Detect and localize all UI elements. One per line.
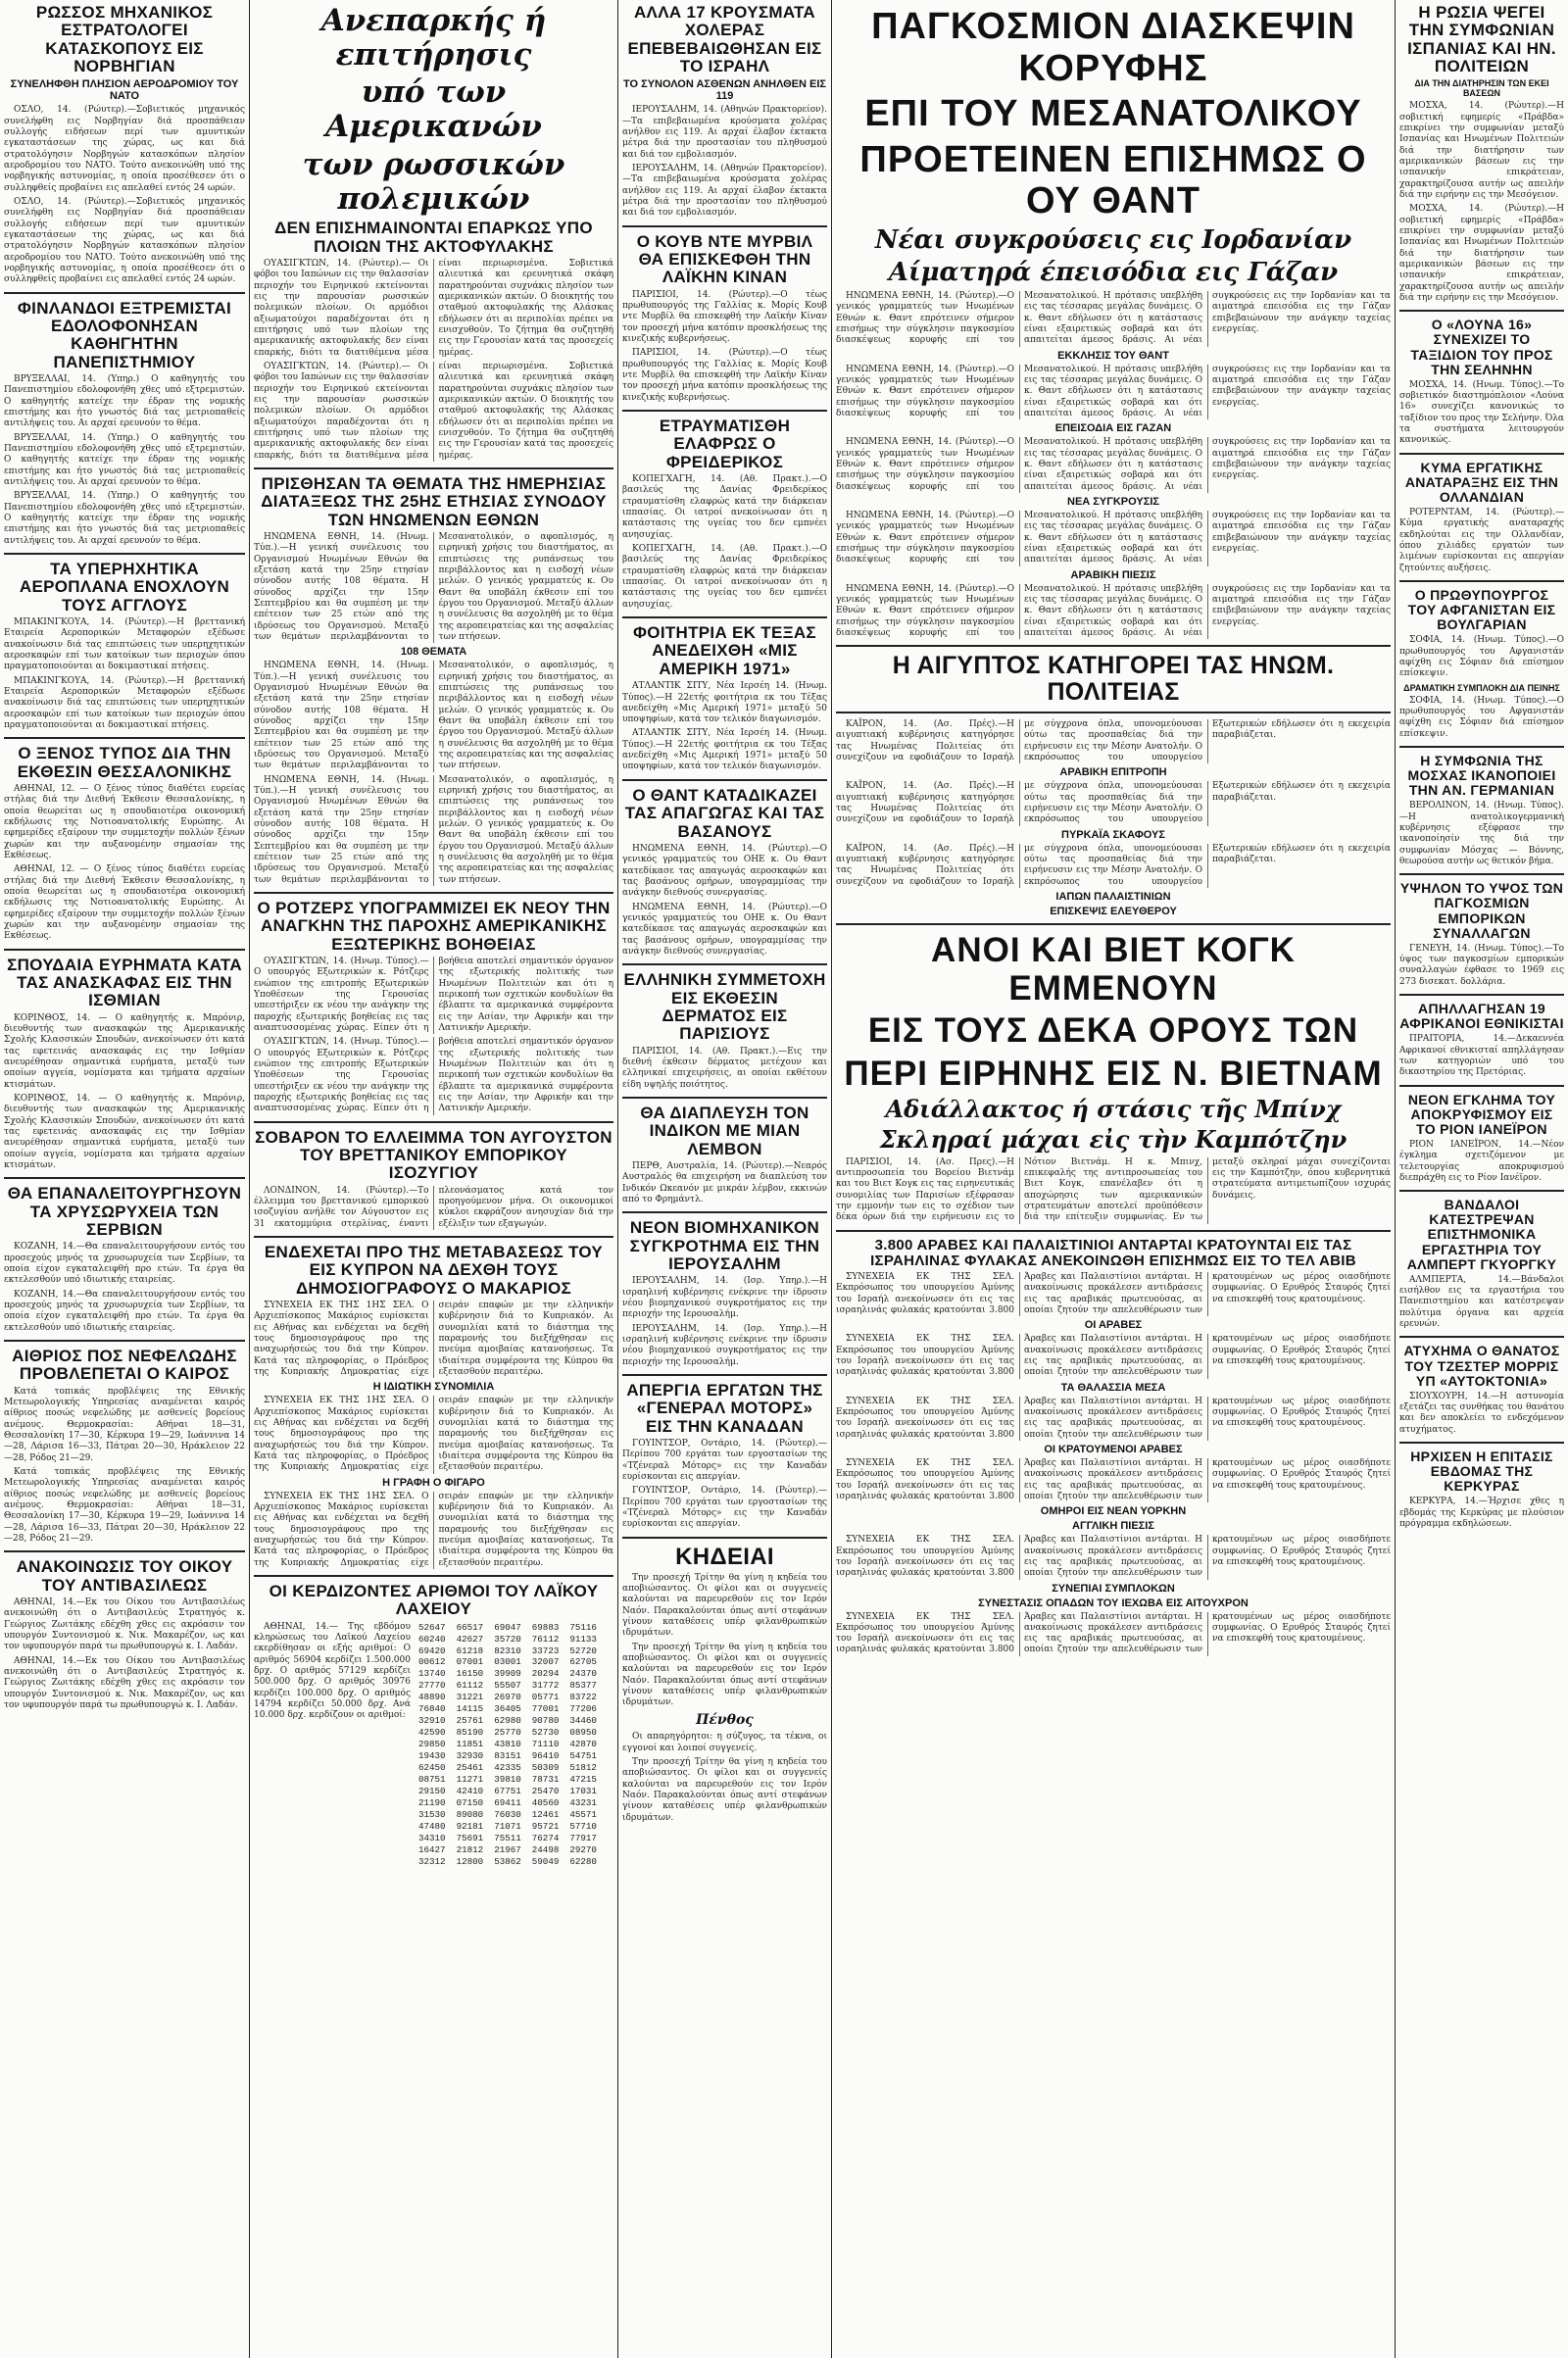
- divider: [836, 1230, 1391, 1232]
- article-text: ΠΕΡΘ, Αυστραλία, 14. (Ρώυτερ).—Νεαρός Αυστραλός θα επιχειρήση να διαπλεύση τον Ινδικόν Ωκεανόν με μικράν λέμβον, εκκινών από το Φρημάντλ.: [622, 1160, 827, 1204]
- divider: [1399, 580, 1564, 582]
- article-text: ΟΣΛΟ, 14. (Ρώυτερ).—Σοβιετικός μηχανικός συνελήφθη εις Νορβηγίαν διά προσπάθειαν συλλογής ειδήσεων περί των αμυντικών εγκαταστάσεων της χώρας, ως και διά στρατολόγησιν Νορβηγών κατασκόπων πλησίον αεροδρομίου του ΝΑΤΟ. Τούτο ανεκοινώθη υπό της νορβηγικής αστυνομίας, η οποία προσέθεσεν ότι ο συλληφθείς προβαίνει εις απελαθεί εντός 24 ωρών.: [4, 105, 245, 193]
- article-text: ΚΟΠΕΓΧΑΓΗ, 14. (Αθ. Πρακτ.).—Ο βασιλεύς της Δανίας Φρειδερίκος ετραυματίσθη ελαφρώς κατά την διάρκειαν ιππασίας. Οι ιατροί ανεκοίνωσαν ότι η κατάστασις της υγείας του δεν εμπνέει ανησυχίας.: [622, 544, 827, 610]
- lead-subtitle: Αδιάλλακτος ή στάσις τῆς Μπίνχ: [885, 1094, 1342, 1123]
- article-text: Την προσεχή Τρίτην θα γίνη η κηδεία του αποβιώσαντος. Οι φίλοι και οι συγγενείς καλούνται να παρευρεθούν εις τον Ιερόν Ναόν. Παρακαλούνται όπως αντί στεφάνων γίνουν καταθέσεις υπέρ φιλανθρωπικών ιδρυμάτων.: [622, 1642, 827, 1708]
- article-text: ΗΝΩΜΕΝΑ ΕΘΝΗ, 14. (Ρώυτερ).—Ο γενικός γραμματεύς των Ηνωμένων Εθνών κ. Θαντ επρότεινεν σήμερον επισήμως την σύγκλησιν παγκοσμίου διασκέψεως κορυφής επί του Μεσανατολικού. Η πρότασις υπεβλήθη εις τας τέσσαρας μεγάλας δυνάμεις. Ο κ. Θαντ εδήλωσεν ότι η κατάστασις είναι εξαιρετικώς σοβαρά και ότι απαιτείται άμεσος δράσις. Αι νέαι συγκρούσεις εις την Ιορδανίαν και τα αιματηρά επεισόδια εις την Γάζαν επιβεβαιώνουν την ανάγκην ταχείας ενεργείας.: [836, 437, 1391, 492]
- divider: [622, 616, 827, 618]
- subheadline: ΙΑΠΩΝ ΠΑΛΑΙΣΤΙΝΙΩΝ: [1055, 891, 1171, 904]
- headline: Ο ΠΡΩΘΥΠΟΥΡΓΟΣ ΤΟΥ ΑΦΓΑΝΙΣΤΑΝ ΕΙΣ ΒΟΥΛΓΑΡΙΑΝ: [1407, 587, 1556, 633]
- article-text: Κατά τοπικάς προβλέψεις της Εθνικής Μετεωρολογικής Υπηρεσίας αναμένεται καιρός αίθριος ποσώς νεφελώδης με ασθενείς βορείους ανέμους. Θερμοκρασίαι: Αθήναι 18—31, Θεσσαλονίκη 17—30, Κέρκυρα 19—29, Ιωάννινα 14—28, Λάρισα 16—33, Πάτραι 20—30, Ηράκλειον 22—28, Ρόδος 21—29.: [4, 1467, 245, 1545]
- article-text: ΙΕΡΟΥΣΑΛΗΜ, 14. (Ισρ. Υπηρ.).—Η ισραηλινή κυβέρνησις ενέκρινε την ίδρυσιν νέου βιομηχανικού συγκροτήματος εις την περιοχήν της Ιερουσαλήμ.: [622, 1323, 827, 1367]
- article-text: ΜΠΑΚΙΝΓΚΟΥΑ, 14. (Ρώυτερ).—Η βρεττανική Εταιρεία Αεροπορικών Μεταφορών εξέδωσε ανακοίνωσιν διά τας επιπτώσεις των υπερηχητικών αεροσκαφών επί των κατοίκων των περιοχών όπου πραγματοποιούνται αι δοκιμαστικαί πτήσεις.: [4, 617, 245, 672]
- article-text: ΠΑΡΙΣΙΟΙ, 14. (Ρώυτερ).—Ο τέως πρωθυπουργός της Γαλλίας κ. Μορίς Κουβ ντε Μυρβίλ θα επισκεφθή την Λαϊκήν Κίναν τον προσεχή μήνα κατόπιν προσκλήσεως της κινεζικής κυβερνήσεως.: [622, 289, 827, 345]
- divider: [622, 1097, 827, 1099]
- headline: ΕΤΡΑΥΜΑΤΙΣΘΗ ΕΛΑΦΡΩΣ Ο ΦΡΕΙΔΕΡΙΚΟΣ: [659, 417, 791, 471]
- article-text: ΟΥΑΣΙΓΚΤΩΝ, 14. (Ηνωμ. Τύπος).—Ο υπουργός Εξωτερικών κ. Ρότζερς ενώπιον της επιτροπής Εξωτερικών Υποθέσεων της Γερουσίας υπεστήριξεν εκ νέου την ανάγκην της παροχής εξωτερικής βοηθείας εις τας αναπτυσσομένας χώρας. Είπεν ότι η βοήθεια αποτελεί σημαντικόν όργανον της εξωτερικής πολιτικής των Ηνωμένων Πολιτειών και ότι η περικοπή των σχετικών κονδυλίων θα έβλαπτε τα αμερικανικά συμφέροντα εις την Ασίαν, την Αφρικήν και την Λατινικήν Αμερικήν.: [254, 956, 613, 1033]
- article-text: ΑΤΛΑΝΤΙΚ ΣΙΤΥ, Νέα Ιερσέη 14. (Ηνωμ. Τύπος).—Η 22ετής φοιτήτρια εκ του Τέξας ανεδείχθη «Μις Αμερική 1971» μεταξύ 50 υποψηφίων, κατά τον τελικόν διαγωνισμόν.: [622, 728, 827, 772]
- article-text: ΣΥΝΕΧΕΙΑ ΕΚ ΤΗΣ ΣΕΛ. Εκπρόσωπος του υπουργείου Άμύνης του Ισραήλ ανεκοίνωσεν ότι εις τας ισραηλινάς φυλακάς κρατούνται 3.800 Άραβες και Παλαιστίνιοι αντάρται. Η ανακοίνωσις προκάλεσεν αντιδράσεις εις τας αραβικάς πρωτευούσας, αι οποίαι ζητούν την απελευθέρωσιν των κρατουμένων ως μέρος οιασδήποτε συμφωνίας. Ο Ερυθρός Σταυρός ζητεί να επισκεφθή τους κρατουμένους.: [836, 1334, 1391, 1378]
- article-text: ΑΛΜΠΕΡΤΑ, 14.—Βάνδαλοι εισήλθον εις τα εργαστήρια του Πανεπιστημίου και κατέστρεψαν πολύτιμα όργανα και αρχεία ερευνών.: [1399, 1274, 1564, 1330]
- headline: Ο ΘΑΝΤ ΚΑΤΑΔΙΚΑΖΕΙ ΤΑΣ ΑΠΑΓΩΓΑΣ ΚΑΙ ΤΑΣ ΒΑΣΑΝΟΥΣ: [624, 785, 825, 841]
- headline: ΦΙΝΛΑΝΔΟΙ ΕΞΤΡΕΜΙΣΤΑΙ ΕΔΟΛΟΦΟΝΗΣΑΝ ΚΑΘΗΓΗΤΗΝ ΠΑΝΕΠΙΣΤΗΜΙΟΥ: [17, 298, 232, 371]
- article-text: ΚΑΪΡΟΝ, 14. (Ασ. Πρές).—Η αιγυπτιακή κυβέρνησις κατηγόρησε τας Ηνωμένας Πολιτείας ότι συνεχίζουν να εφοδιάζουν το Ισραήλ με σύγχρονα όπλα, υπονομεύουσαι ούτω τας προσπαθείας διά την ειρήνευσιν εις την Μέσην Ανατολήν. Ο εκπρόσωπος του υπουργείου Εξωτερικών εδήλωσεν ότι η εκεχειρία παραβιάζεται.: [836, 781, 1391, 825]
- article-text: ΗΝΩΜΕΝΑ ΕΘΝΗ, 14. (Ρώυτερ).—Ο γενικός γραμματεύς του ΟΗΕ κ. Ου Θαντ κατεδίκασε τας απαγωγάς αεροσκαφών και τας βασάνους ομήρων, υπογραμμίσας την ανάγκην διεθνούς συνεργασίας.: [622, 843, 827, 899]
- article-text: ΣΟΦΙΑ, 14. (Ηνωμ. Τύπος).—Ο πρωθυπουργός του Αφγανιστάν αφίχθη εις Σόφιαν διά επίσημον επίσκεψιν.: [1399, 635, 1564, 679]
- article-text: ΗΝΩΜΕΝΑ ΕΘΝΗ, 14. (Ρώυτερ).—Ο γενικός γραμματεύς των Ηνωμένων Εθνών κ. Θαντ επρότεινεν σήμερον επισήμως την σύγκλησιν παγκοσμίου διασκέψεως κορυφής επί του Μεσανατολικού. Η πρότασις υπεβλήθη εις τας τέσσαρας μεγάλας δυνάμεις. Ο κ. Θαντ εδήλωσεν ότι η κατάστασις είναι εξαιρετικώς σοβαρά και ότι απαιτείται άμεσος δράσις. Αι νέαι συγκρούσεις εις την Ιορδανίαν και τα αιματηρά επεισόδια εις την Γάζαν επιβεβαιώνουν την ανάγκην ταχείας ενεργείας.: [836, 290, 1391, 346]
- subheadline: ΕΠΕΙΣΟΔΙΑ ΕΙΣ ΓΑΖΑΝ: [1054, 422, 1172, 435]
- subheadline: ΤΟ ΣΥΝΟΛΟΝ ΑΣΘΕΝΩΝ ΑΝΗΛΘΕΝ ΕΙΣ 119: [622, 78, 827, 103]
- subheadline: ΕΚΚΛΗΣΙΣ ΤΟΥ ΘΑΝΤ: [1057, 349, 1169, 362]
- divider: [1399, 1190, 1564, 1192]
- column-1: [0, 0, 249, 2358]
- headline: ΘΑ ΔΙΑΠΛΕΥΣΗ ΤΟΝ ΙΝΔΙΚΟΝ ΜΕ ΜΙΑΝ ΛΕΜΒΟΝ: [640, 1103, 809, 1158]
- article-text: ΟΥΑΣΙΓΚΤΩΝ, 14. (Ρώυτερ).— Οι φόβοι του Ιαπώνων εις την θαλασσίαν περιοχήν του Ειρηνικού εκτείνονται εις την παρουσίαν ρωσσικών πολεμικών πλοίων. Οι αρμόδιοι αξιωματούχοι παραδέχονται ότι η επιτήρησις υπό των πλοίων της αμερικανικής ακτοφυλακής δεν είναι επαρκής, διότι τα διατιθέμενα μέσα είναι περιωρισμένα. Σοβιετικά αλιευτικά και ερευνητικά σκάφη παρατηρούνται συχνάκις πλησίον των αμερικανικών ακτών. Ο διοικητής του σταθμού ακτοφυλακής της Αλάσκας εδήλωσεν ότι αι περιπολίαι πρέπει να ενισχυθούν. Το ζήτημα θα συζητηθή εις την Γερουσίαν κατά τας προσεχείς ημέρας.: [254, 361, 613, 461]
- divider: [254, 892, 613, 894]
- headline: ΣΠΟΥΔΑΙΑ ΕΥΡΗΜΑΤΑ ΚΑΤΑ ΤΑΣ ΑΝΑΣΚΑΦΑΣ ΕΙΣ ΤΗΝ ΙΣΘΜΙΑΝ: [7, 955, 242, 1010]
- subheadline: ΣΥΝΕΛΗΦΘΗ ΠΛΗΣΙΟΝ ΑΕΡΟΔΡΟΜΙΟΥ ΤΟΥ ΝΑΤΟ: [10, 78, 239, 103]
- article-text: Κατά τοπικάς προβλέψεις της Εθνικής Μετεωρολογικής Υπηρεσίας αναμένεται καιρός αίθριος ποσώς νεφελώδης με ασθενείς βορείους ανέμους. Θερμοκρασίαι: Αθήναι 18—31, Θεσσαλονίκη 17—30, Κέρκυρα 19—29, Ιωάννινα 14—28, Λάρισα 16—33, Πάτραι 20—30, Ηράκλειον 22—28, Ρόδος 21—29.: [4, 1386, 245, 1463]
- subheadline: ΔΕΝ ΕΠΙΣΗΜΑΙΝΟΝΤΑΙ ΕΠΑΡΚΩΣ ΥΠΟ ΠΛΟΙΩΝ ΤΗΣ ΑΚΤΟΦΥΛΑΚΗΣ: [274, 219, 593, 256]
- article-text: ΚΟΡΙΝΘΟΣ, 14. — Ο καθηγητής κ. Μπρόνιρ, διευθυντής των ανασκαφών της Αμερικανικής Σχολής Κλασσικών Σπουδών, ανεκοίνωσεν ότι κατά τας εφετεινάς ανασκαφάς εις την Ισθμίαν ανευρέθησαν σημαντικά ευρήματα, μεταξύ των οποίων αγγεία, νομίσματα και τμήματα αρχαίων κτισμάτων.: [4, 1012, 245, 1090]
- article-text: Την προσεχή Τρίτην θα γίνη η κηδεία του αποβιώσαντος. Οι φίλοι και οι συγγενείς καλούνται να παρευρεθούν εις τον Ιερόν Ναόν. Παρακαλούνται όπως αντί στεφάνων γίνουν καταθέσεις υπέρ φιλανθρωπικών ιδρυμάτων.: [622, 1572, 827, 1639]
- article-text: Την προσεχή Τρίτην θα γίνη η κηδεία του αποβιώσαντος. Οι φίλοι και οι συγγενείς καλούνται να παρευρεθούν εις τον Ιερόν Ναόν. Παρακαλούνται όπως αντί στεφάνων γίνουν καταθέσεις υπέρ φιλανθρωπικών ιδρυμάτων.: [622, 1756, 827, 1823]
- headline: ΗΡΧΙΣΕΝ Η ΕΠΙΤΑΣΙΣ ΕΒΔΟΜΑΣ ΤΗΣ ΚΕΡΚΥΡΑΣ: [1410, 1449, 1553, 1495]
- headline: Ο «ΛΟΥΝΑ 16» ΣΥΝΕΧΙΖΕΙ ΤΟ ΤΑΞΙΔΙΟΝ ΤΟΥ ΠΡΟΣ ΤΗΝ ΣΕΛΗΝΗΝ: [1410, 317, 1553, 377]
- article-text: ΠΑΡΙΣΙΟΙ, 14. (Αθ. Πρακτ.).—Εις την διεθνή έκθεσιν δέρματος μετέχουν και ελληνικαί επιχειρήσεις, αι οποίαι εκθέτουν είδη υψηλής ποιότητος.: [622, 1046, 827, 1090]
- divider: [622, 963, 827, 965]
- headline: ΚΥΜΑ ΕΡΓΑΤΙΚΗΣ ΑΝΑΤΑΡΑΞΗΣ ΕΙΣ ΤΗΝ ΟΛΛΑΝΔΙΑΝ: [1404, 459, 1559, 505]
- divider: [4, 1550, 245, 1552]
- article-text: ΣΥΝΕΧΕΙΑ ΕΚ ΤΗΣ ΣΕΛ. Εκπρόσωπος του υπουργείου Άμύνης του Ισραήλ ανεκοίνωσεν ότι εις τας ισραηλινάς φυλακάς κρατούνται 3.800 Άραβες και Παλαιστίνιοι αντάρται. Η ανακοίνωσις προκάλεσεν αντιδράσεις εις τας αραβικάς πρωτευούσας, αι οποίαι ζητούν την απελευθέρωσιν των κρατουμένων ως μέρος οιασδήποτε συμφωνίας. Ο Ερυθρός Σταυρός ζητεί να επισκεφθή τους κρατουμένους.: [836, 1271, 1391, 1315]
- divider: [4, 1340, 245, 1342]
- divider: [622, 1211, 827, 1213]
- column-5: [1396, 0, 1568, 2358]
- subheadline: ΣΥΝΕΠΙΑΙ ΣΥΜΠΛΟΚΩΝ: [1052, 1582, 1175, 1595]
- article-text: ΑΘΗΝΑΙ, 14.— Της εβδόμου κληρώσεως του Λαϊκού Λαχείου εκερδίθησαν οι εξής αριθμοί: Ο αριθμός 56904 κερδίζει 1.500.000 δρχ. Ο αριθμός 57129 κερδίζει 500.000 δρχ. Ο αριθμός 30976 κερδίζει 100.000 δρχ. Ο αριθμός 14794 κερδίζει 50.000 δρχ. Ανά 10.000 δρχ. κερδίζουν οι αριθμοί:: [254, 1621, 411, 1721]
- article-text: ΣΥΝΕΧΕΙΑ ΕΚ ΤΗΣ ΣΕΛ. Εκπρόσωπος του υπουργείου Άμύνης του Ισραήλ ανεκοίνωσεν ότι εις τας ισραηλινάς φυλακάς κρατούνται 3.800 Άραβες και Παλαιστίνιοι αντάρται. Η ανακοίνωσις προκάλεσεν αντιδράσεις εις τας αραβικάς πρωτευούσας, αι οποίαι ζητούν την απελευθέρωσιν των κρατουμένων ως μέρος οιασδήποτε συμφωνίας. Ο Ερυθρός Σταυρός ζητεί να επισκεφθή τους κρατουμένους.: [836, 1611, 1391, 1655]
- column-4: [832, 0, 1395, 2358]
- article-text: ΗΝΩΜΕΝΑ ΕΘΝΗ, 14. (Ρώυτερ).—Ο γενικός γραμματεύς των Ηνωμένων Εθνών κ. Θαντ επρότεινεν σήμερον επισήμως την σύγκλησιν παγκοσμίου διασκέψεως κορυφής επί του Μεσανατολικού. Η πρότασις υπεβλήθη εις τας τέσσαρας μεγάλας δυνάμεις. Ο κ. Θαντ εδήλωσεν ότι η κατάστασις είναι εξαιρετικώς σοβαρά και ότι απαιτείται άμεσος δράσις. Αι νέαι συγκρούσεις εις την Ιορδανίαν και τα αιματηρά επεισόδια εις την Γάζαν επιβεβαιώνουν την ανάγκην ταχείας ενεργείας.: [836, 510, 1391, 565]
- divider: [4, 737, 245, 739]
- headline: ΑΤΥΧΗΜΑ Ο ΘΑΝΑΤΟΣ ΤΟΥ ΤΖΕΣΤΕΡ ΜΟΡΡΙΣ ΥΠ «ΑΥΤΟΚΤΟΝΙΑ»: [1403, 1343, 1560, 1389]
- article-text: ΙΕΡΟΥΣΑΛΗΜ, 14. (Αθηνών Πρακτορείον).—Τα επιβεβαιωμένα κρούσματα χολέρας ανήλθον εις 119. Αι αρχαί έλαβον έκτακτα μέτρα διά την προστασίαν του πληθυσμού και διά τον εμβολιασμόν.: [622, 105, 827, 160]
- divider: [836, 923, 1391, 925]
- headline: ΘΑ ΕΠΑΝΑΛΕΙΤΟΥΡΓΗΣΟΥΝ ΤΑ ΧΡΥΣΩΡΥΧΕΙΑ ΤΩΝ ΣΕΡΒΙΩΝ: [7, 1184, 242, 1240]
- headline: ΑΝΑΚΟΙΝΩΣΙΣ ΤΟΥ ΟΙΚΟΥ ΤΟΥ ΑΝΤΙΒΑΣΙΛΕΩΣ: [16, 1557, 233, 1595]
- divider: [1399, 310, 1564, 312]
- article-text: ΟΥΑΣΙΓΚΤΩΝ, 14. (Ρώυτερ).— Οι φόβοι του Ιαπώνων εις την θαλασσίαν περιοχήν του Ειρηνικού εκτείνονται εις την παρουσίαν ρωσσικών πολεμικών πλοίων. Οι αρμόδιοι αξιωματούχοι παραδέχονται ότι η επιτήρησις υπό των πλοίων της αμερικανικής ακτοφυλακής δεν είναι επαρκής, διότι τα διατιθέμενα μέσα είναι περιωρισμένα. Σοβιετικά αλιευτικά και ερευνητικά σκάφη παρατηρούνται συχνάκις πλησίον των αμερικανικών ακτών. Ο διοικητής του σταθμού ακτοφυλακής της Αλάσκας εδήλωσεν ότι αι περιπολίαι πρέπει να ενισχυθούν. Το ζήτημα θα συζητηθή εις την Γερουσίαν κατά τας προσεχείς ημέρας.: [254, 259, 613, 358]
- headline: Ο ΞΕΝΟΣ ΤΥΠΟΣ ΔΙΑ ΤΗΝ ΕΚΘΕΣΙΝ ΘΕΣΣΑΛΟΝΙΚΗΣ: [17, 744, 232, 781]
- article-text: ΛΟΝΔΙΝΟΝ, 14. (Ρώυτερ).—Το έλλειμμα του βρεττανικού εμπορικού ισοζυγίου ανήλθε τον Αύγουστον εις 31 εκατομμύρια στερλίνας, έναντι πλεονάσματος κατά τον προηγούμενον μήνα. Οι οικονομικοί κύκλοι εκφράζουν ανησυχίαν διά την εξέλιξιν των εξαγωγών.: [254, 1185, 613, 1229]
- headline: ΥΨΗΛΟΝ ΤΟ ΥΨΟΣ ΤΩΝ ΠΑΓΚΟΣΜΙΩΝ ΕΜΠΟΡΙΚΩΝ ΣΥΝΑΛΛΑΓΩΝ: [1399, 880, 1564, 941]
- article-text: ΠΡΑΙΤΟΡΙΑ, 14.—Δεκαεννέα Αφρικανοί εθνικισταί απηλλάγησαν των κατηγοριών υπό του δικαστηρίου της Πρετόριας.: [1399, 1034, 1564, 1078]
- article-text: ΚΟΡΙΝΘΟΣ, 14. — Ο καθηγητής κ. Μπρόνιρ, διευθυντής των ανασκαφών της Αμερικανικής Σχολής Κλασσικών Σπουδών, ανεκοίνωσεν ότι κατά τας εφετεινάς ανασκαφάς εις την Ισθμίαν ανευρέθησαν σημαντικά ευρήματα, μεταξύ των οποίων αγγεία, νομίσματα και τμήματα αρχαίων κτισμάτων.: [4, 1094, 245, 1171]
- lead-headline: ΕΠΙ ΤΟΥ ΜΕΣΑΝΑΤΟΛΙΚΟΥ: [864, 93, 1362, 135]
- divider: [622, 1374, 827, 1376]
- article-text: ΜΟΣΧΑ, 14. (Ρώυτερ).—Η σοβιετική εφημερίς «Πράβδα» επικρίνει την συμφωνίαν μεταξύ Ισπανίας και Ηνωμένων Πολιτειών διά την διατήρησιν των αμερικανικών βάσεων εις την ισπανικήν επικράτειαν, χαρακτηρίζουσα αυτήν ως απειλήν διά την ειρήνην εις την Μεσόγειον.: [1399, 101, 1564, 201]
- subheadline: 108 ΘΕΜΑΤΑ: [400, 646, 467, 659]
- divider: [4, 1177, 245, 1179]
- divider: [254, 1121, 613, 1123]
- divider: [1399, 1336, 1564, 1338]
- article-text: ΚΕΡΚΥΡΑ, 14.—Ήρχισε χθες η εβδομάς της Κερκύρας με πλούσιον πρόγραμμα εκδηλώσεων.: [1399, 1497, 1564, 1530]
- subheadline: Η ΓΡΑΦΗ Ο ΦΙΓΑΡΟ: [382, 1476, 485, 1489]
- divider: [254, 1575, 613, 1577]
- divider: [254, 467, 613, 469]
- lead-subtitle: Αίματηρά έπεισόδια εις Γάζαν: [888, 257, 1339, 287]
- column-3: [618, 0, 831, 2358]
- headline: ΤΑ ΥΠΕΡΗΧΗΤΙΚΑ ΑΕΡΟΠΛΑΝΑ ΕΝΟΧΛΟΥΝ ΤΟΥΣ ΑΓΓΛΟΥΣ: [19, 560, 230, 614]
- lottery-numbers: 52647 66517 69047 69883 75116 60240 42627 35720 76112 91133 69420 61218 82310 33723 52720 00612 07001 03001 32007 62705 13740 16150 39909 20294 24370 27770 61112 55507 31772 85377 48890 31221 26970 05771 83722 76840 14115 36405 77001 77206 32910 25761 62980 90780 34460 42590 85190 25770 52730 08950 29850 11851 43810 71110 42870 19430 32930 83151 96410 54751 62450 25461 42335 50309 51812 08751 11271 39810 78731 47215 29150 42410 67751 25470 17031 21190 07150 69411 40560 43231 31530 89080 76030 12461 45571 47480 92181 71071 95721 57710 34310 75691 75511 76274 77917 16427 21812 21967 24498 29270 32312 12800 53862 59049 62280: [418, 1621, 597, 1867]
- headline: Ο ΚΟΥΒ ΝΤΕ ΜΥΡΒΙΛ ΘΑ ΕΠΙΣΚΕΦΘΗ ΤΗΝ ΛΑΪΚΗΝ ΚΙΝΑΝ: [636, 231, 813, 287]
- divider: [4, 553, 245, 555]
- lead-headline: ΠΕΡΙ ΕΙΡΗΝΗΣ ΕΙΣ Ν. ΒΙΕΤΝΑΜ: [844, 1054, 1383, 1093]
- article-text: ΣΥΝΕΧΕΙΑ ΕΚ ΤΗΣ 1ΗΣ ΣΕΛ. Ο Αρχιεπίσκοπος Μακάριος ευρίσκεται εις Αθήνας και ενδέχεται να δεχθή τους δημοσιογράφους προ της αναχωρήσεώς του διά την Κύπρον. Κατά τας πληροφορίας, ο Πρόεδρος της Κυπριακής Δημοκρατίας είχε σειράν επαφών με την ελληνικήν κυβέρνησιν διά το Κυπριακόν. Αι συνομιλίαι κατά το διάστημα της παραμονής του διεξήχθησαν εις πνεύμα αμοιβαίας κατανοήσεως. Τα ιδιαίτερα συμφέροντα της Κύπρου θα εξετασθούν περαιτέρω.: [254, 1301, 613, 1377]
- lead-subtitle: Σκληραί μάχαι εἰς τὴν Καμπότζην: [879, 1124, 1348, 1154]
- article-text: ΗΝΩΜΕΝΑ ΕΘΝΗ, 14. (Ηνωμ. Τύπ.).—Η γενική συνέλευσις του Οργανισμού Ηνωμένων Εθνών θα εξετάση κατά την 25ην ετησίαν σύνοδον αυτής 108 θέματα. Η σύνοδος αρχίζει την 15ην Σεπτεμβρίου και θα συμπέση με την επέτειον των 25 ετών από της ιδρύσεως του Οργανισμού. Μεταξύ των θεμάτων περιλαμβάνονται το Μεσανατολικόν, ο αφοπλισμός, η ειρηνική χρήσις του διαστήματος, αι επιπτώσεις της ρυπάνσεως του περιβάλλοντος και η εισδοχή νέων μελών. Ο γενικός γραμματεύς κ. Ου Θαντ θα υποβάλη έκθεσιν επί του έργου του Οργανισμού. Μεταξύ άλλων η συνέλευσις θα ασχοληθή με το θέμα της αεροπειρατείας και της ασφαλείας των πτήσεων.: [254, 774, 613, 885]
- article-text: ΡΙΟΝ ΙΑΝΕΪΡΟΝ, 14.—Νέον έγκλημα σχετιζόμενον με τελετουργίας αποκρυφισμού διεπράχθη εις το Ρίον Ιανέϊρον.: [1399, 1139, 1564, 1183]
- divider: [1399, 873, 1564, 875]
- article-text: ΒΡΥΞΕΛΛΑΙ, 14. (Υπηρ.) Ο καθηγητής του Πανεπιστημίου εδολοφονήθη χθες υπό εξτρεμιστών. Ο καθηγητής κατείχε την έδραν της νομικής επιστήμης και ήτο γνωστός διά τας μετριοπαθείς αντιλήψεις του. Αι αρχαί ερευνούν το θέμα.: [4, 374, 245, 429]
- subheadline: ΔΡΑΜΑΤΙΚΗ ΣΥΜΠΛΟΚΗ ΔΙΑ ΠΕΙΝΗΣ: [1403, 682, 1560, 693]
- article-text: ΑΘΗΝΑΙ, 14.—Εκ του Οίκου του Αντιβασιλέως ανεκοινώθη ότι ο Αντιβασιλεύς Στρατηγός κ. Γεώργιος Ζωιτάκης εδέχθη χθες εις ακρόασιν τον υπουργόν Συντονισμού κ. Νικ. Μακαρέζον, ως και τον υφυπουργόν παρά τω πρωθυπουργώ κ. Ι. Λαδάν.: [4, 1655, 245, 1711]
- article-text: ΜΠΑΚΙΝΓΚΟΥΑ, 14. (Ρώυτερ).—Η βρεττανική Εταιρεία Αεροπορικών Μεταφορών εξέδωσε ανακοίνωσιν διά τας επιπτώσεις των υπερηχητικών αεροσκαφών επί των κατοίκων των περιοχών όπου πραγματοποιούνται αι δοκιμαστικαί πτήσεις.: [4, 675, 245, 731]
- divider: [1399, 1442, 1564, 1444]
- article-text: ΣΥΝΕΧΕΙΑ ΕΚ ΤΗΣ ΣΕΛ. Εκπρόσωπος του υπουργείου Άμύνης του Ισραήλ ανεκοίνωσεν ότι εις τας ισραηλινάς φυλακάς κρατούνται 3.800 Άραβες και Παλαιστίνιοι αντάρται. Η ανακοίνωσις προκάλεσεν αντιδράσεις εις τας αραβικάς πρωτευούσας, αι οποίαι ζητούν την απελευθέρωσιν των κρατουμένων ως μέρος οιασδήποτε συμφωνίας. Ο Ερυθρός Σταυρός ζητεί να επισκεφθή τους κρατουμένους.: [836, 1457, 1391, 1501]
- article-text: ΣΟΦΙΑ, 14. (Ηνωμ. Τύπος).—Ο πρωθυπουργός του Αφγανιστάν αφίχθη εις Σόφιαν διά επίσημον επίσκεψιν.: [1399, 695, 1564, 739]
- article-text: ΡΟΤΕΡΝΤΑΜ, 14. (Ρώυτερ).—Κύμα εργατικής αναταραχής εκδηλούται εις την Ολλανδίαν, όπου χιλιάδες εργατών των λιμένων ευρίσκονται εις απεργίαν ζητούντες αυξήσεις.: [1399, 508, 1564, 573]
- lead-title: υπό των Αμερικανών: [325, 74, 542, 145]
- headline: ΑΙΘΡΙΟΣ ΠΟΣ ΝΕΦΕΛΩΔΗΣ ΠΡΟΒΛΕΠΕΤΑΙ Ο ΚΑΙΡΟΣ: [12, 1347, 237, 1384]
- divider: [1399, 746, 1564, 748]
- subheadline: ΔΙΑ ΤΗΝ ΔΙΑΤΗΡΗΣΙΝ ΤΩΝ ΕΚΕΙ ΒΑΣΕΩΝ: [1414, 78, 1549, 99]
- article-text: ΚΟΠΕΓΧΑΓΗ, 14. (Αθ. Πρακτ.).—Ο βασιλεύς της Δανίας Φρειδερίκος ετραυματίσθη ελαφρώς κατά την διάρκειαν ιππασίας. Οι ιατροί ανεκοίνωσαν ότι η κατάστασις της υγείας του δεν εμπνέει ανησυχίας.: [622, 474, 827, 540]
- article-text: ΒΕΡΟΛΙΝΟΝ, 14. (Ηνωμ. Τύπος).—Η ανατολικογερμανική κυβέρνησις εξέφρασε την ικανοποίησίν της διά την συμφωνίαν Μόσχας — Βόννης, θεωρούσα αυτήν ως θετικόν βήμα.: [1399, 801, 1564, 866]
- article-text: ΓΟΥΙΝΤΣΟΡ, Οντάριο, 14. (Ρώυτερ).—Περίπου 700 εργάται των εργοστασίων της «Τζένεραλ Μότορς» εις την Καναδάν ευρίσκονται εις απεργίαν.: [622, 1439, 827, 1483]
- article-text: ΗΝΩΜΕΝΑ ΕΘΝΗ, 14. (Ηνωμ. Τύπ.).—Η γενική συνέλευσις του Οργανισμού Ηνωμένων Εθνών θα εξετάση κατά την 25ην ετησίαν σύνοδον αυτής 108 θέματα. Η σύνοδος αρχίζει την 15ην Σεπτεμβρίου και θα συμπέση με την επέτειον των 25 ετών από της ιδρύσεως του Οργανισμού. Μεταξύ των θεμάτων περιλαμβάνονται το Μεσανατολικόν, ο αφοπλισμός, η ειρηνική χρήσις του διαστήματος, αι επιπτώσεις της ρυπάνσεως του περιβάλλοντος και η εισδοχή νέων μελών. Ο γενικός γραμματεύς κ. Ου Θαντ θα υποβάλη έκθεσιν επί του έργου του Οργανισμού. Μεταξύ άλλων η συνέλευσις θα ασχοληθή με το θέμα της αεροπειρατείας και της ασφαλείας των πτήσεων.: [254, 532, 613, 642]
- article-text: ΚΑΪΡΟΝ, 14. (Ασ. Πρές).—Η αιγυπτιακή κυβέρνησις κατηγόρησε τας Ηνωμένας Πολιτείας ότι συνεχίζουν να εφοδιάζουν το Ισραήλ με σύγχρονα όπλα, υπονομεύουσαι ούτω τας προσπαθείας διά την ειρήνευσιν εις την Μέσην Ανατολήν. Ο εκπρόσωπος του υπουργείου Εξωτερικών εδήλωσεν ότι η εκεχειρία παραβιάζεται.: [836, 843, 1391, 887]
- lead-headline: ΑΝΟΙ ΚΑΙ ΒΙΕΤ ΚΟΓΚ ΕΜΜΕΝΟΥΝ: [931, 931, 1296, 1008]
- headline: ΡΩΣΣΟΣ ΜΗΧΑΝΙΚΟΣ ΕΣΤΡΑΤΟΛΟΓΕΙ ΚΑΤΑΣΚΟΠΟΥΣ ΕΙΣ ΝΟΡΒΗΓΙΑΝ: [35, 3, 214, 76]
- article-text: ΚΟΖΑΝΗ, 14.—Θα επαναλειτουργήσουν εντός του προσεχούς μηνός τα χρυσωρυχεία των Σερβίων, τα οποία είχον εγκαταλειφθή προ ετών. Τα έργα θα εκτελεσθούν υπό ιδιωτικής εταιρείας.: [4, 1289, 245, 1333]
- subheadline: ΑΓΓΛΙΚΗ ΠΙΕΣΙΣ: [1072, 1520, 1154, 1533]
- subheadline: ΟΜΗΡΟΙ ΕΙΣ ΝΕΑΝ ΥΟΡΚΗΝ: [1040, 1505, 1187, 1518]
- divider: [836, 712, 1391, 713]
- article-text: ΠΑΡΙΣΙΟΙ, 14. (Ασ. Πρες).—Η αντιπροσωπεία του Βορείου Βιετνάμ και του Βιετ Κογκ εις τας ειρηνευτικάς συνομιλίας των Παρισίων εξέφρασαν την εμμονήν των εις το σχέδιον των δέκα όρων διά την ειρήνευσιν εις το Νότιον Βιετνάμ. Η κ. Μπινχ, επικεφαλής της αντιπροσωπείας του Βιετ Κογκ, επανέλαβεν ότι η αποχώρησις των αμερικανικών στρατευμάτων αποτελεί προϋπόθεσιν διά την επίτευξιν συμφωνίας. Εν τω μεταξύ σκληραί μάχαι συνεχίζονται εις την Καμπότζην, όπου κυβερνητικά στρατεύματα αντιμετωπίζουν ισχυράς δυνάμεις.: [836, 1156, 1391, 1223]
- article-text: ΚΟΖΑΝΗ, 14.—Θα επαναλειτουργήσουν εντός του προσεχούς μηνός τα χρυσωρυχεία των Σερβίων, τα οποία είχον εγκαταλειφθή προ ετών. Τα έργα θα εκτελεσθούν υπό ιδιωτικής εταιρείας.: [4, 1242, 245, 1286]
- subheadline: ΠΥΡΚΑΪΑ ΣΚΑΦΟΥΣ: [1061, 828, 1165, 841]
- headline: ΣΟΒΑΡΟΝ ΤΟ ΕΛΛΕΙΜΜΑ ΤΟΝ ΑΥΓΟΥΣΤΟΝ ΤΟΥ ΒΡΕΤΤΑΝΙΚΟΥ ΕΜΠΟΡΙΚΟΥ ΙΣΟΖΥΓΙΟΥ: [255, 1127, 612, 1183]
- headline: ΕΛΛΗΝΙΚΗ ΣΥΜΜΕΤΟΧΗ ΕΙΣ ΕΚΘΕΣΙΝ ΔΕΡΜΑΤΟΣ ΕΙΣ ΠΑΡΙΣΙΟΥΣ: [623, 970, 826, 1044]
- article-text: ΣΥΝΕΧΕΙΑ ΕΚ ΤΗΣ 1ΗΣ ΣΕΛ. Ο Αρχιεπίσκοπος Μακάριος ευρίσκεται εις Αθήνας και ενδέχεται να δεχθή τους δημοσιογράφους προ της αναχωρήσεώς του διά την Κύπρον. Κατά τας πληροφορίας, ο Πρόεδρος της Κυπριακής Δημοκρατίας είχε σειράν επαφών με την ελληνικήν κυβέρνησιν διά το Κυπριακόν. Αι συνομιλίαι κατά το διάστημα της παραμονής του διεξήχθησαν εις πνεύμα αμοιβαίας κατανοήσεως. Τα ιδιαίτερα συμφέροντα της Κύπρου θα εξετασθούν περαιτέρω.: [254, 1396, 613, 1473]
- headline: ΚΗΔΕΙΑΙ: [675, 1543, 774, 1570]
- subheadline: ΝΕΑ ΣΥΓΚΡΟΥΣΙΣ: [1067, 495, 1159, 508]
- headline: 3.800 ΑΡΑΒΕΣ ΚΑΙ ΠΑΛΑΙΣΤΙΝΙΟΙ ΑΝΤΑΡΤΑΙ ΚΡΑΤΟΥΝΤΑΙ ΕΙΣ ΤΑΣ ΙΣΡΑΗΛΙΝΑΣ ΦΥΛΑΚΑΣ ΑΝΕΚΟΙΝΩΘΗ ΕΠΙΣΗΜΩΣ ΕΙΣ ΤΟ ΤΕΛ ΑΒΙΒ: [870, 1236, 1356, 1269]
- headline: ΕΝΔΕΧΕΤΑΙ ΠΡΟ ΤΗΣ ΜΕΤΑΒΑΣΕΩΣ ΤΟΥ ΕΙΣ ΚΥΠΡΟΝ ΝΑ ΔΕΧΘΗ ΤΟΥΣ ΔΗΜΟΣΙΟΓΡΑΦΟΥΣ Ο ΜΑΚΑΡΙΟΣ: [264, 1242, 604, 1298]
- article-text: ΑΘΗΝΑΙ, 12. — Ο ξένος τύπος διαθέτει ευρείας στήλας διά την Διεθνή Έκθεσιν Θεσσαλονίκης, η οποία θεωρείται ως η σπουδαιοτέρα οικονομική εκδήλωσις της Νοτιοανατολικής Ευρώπης. Αι εφημερίδες εξαίρουν την συμμετοχήν πολλών ξένων χωρών και την αυξανομένην σημασίαν της Εκθέσεως.: [4, 864, 245, 942]
- article-text: ΠΑΡΙΣΙΟΙ, 14. (Ρώυτερ).—Ο τέως πρωθυπουργός της Γαλλίας κ. Μορίς Κουβ ντε Μυρβίλ θα επισκεφθή την Λαϊκήν Κίναν τον προσεχή μήνα κατόπιν προσκλήσεως της κινεζικής κυβερνήσεως.: [622, 348, 827, 403]
- article-text: ΑΘΗΝΑΙ, 14.—Εκ του Οίκου του Αντιβασιλέως ανεκοινώθη ότι ο Αντιβασιλεύς Στρατηγός κ. Γεώργιος Ζωιτάκης εδέχθη χθες εις ακρόασιν τον υπουργόν Συντονισμού κ. Νικ. Μακαρέζον, ως και τον υφυπουργόν παρά τω πρωθυπουργώ κ. Ι. Λαδάν.: [4, 1597, 245, 1652]
- article-text: ΚΑΪΡΟΝ, 14. (Ασ. Πρές).—Η αιγυπτιακή κυβέρνησις κατηγόρησε τας Ηνωμένας Πολιτείας ότι συνεχίζουν να εφοδιάζουν το Ισραήλ με σύγχρονα όπλα, υπονομεύουσαι ούτω τας προσπαθείας διά την ειρήνευσιν εις την Μέσην Ανατολήν. Ο εκπρόσωπος του υπουργείου Εξωτερικών εδήλωσεν ότι η εκεχειρία παραβιάζεται.: [836, 719, 1391, 763]
- article-text: ΟΣΛΟ, 14. (Ρώυτερ).—Σοβιετικός μηχανικός συνελήφθη εις Νορβηγίαν διά προσπάθειαν συλλογής ειδήσεων περί των αμυντικών εγκαταστάσεων της χώρας, ως και διά στρατολόγησιν Νορβηγών κατασκόπων πλησίον αεροδρομίου του ΝΑΤΟ. Τούτο ανεκοινώθη υπό της νορβηγικής αστυνομίας, η οποία προσέθεσεν ότι ο συλληφθείς προβαίνει εις απελαθεί εντός 24 ωρών.: [4, 197, 245, 285]
- subheadline: ΟΙ ΚΡΑΤΟΥΜΕΝΟΙ ΑΡΑΒΕΣ: [1044, 1443, 1183, 1455]
- article-text: ΣΥΝΕΧΕΙΑ ΕΚ ΤΗΣ 1ΗΣ ΣΕΛ. Ο Αρχιεπίσκοπος Μακάριος ευρίσκεται εις Αθήνας και ενδέχεται να δεχθή τους δημοσιογράφους προ της αναχωρήσεώς του διά την Κύπρον. Κατά τας πληροφορίας, ο Πρόεδρος της Κυπριακής Δημοκρατίας είχε σειράν επαφών με την ελληνικήν κυβέρνησιν διά το Κυπριακόν. Αι συνομιλίαι κατά το διάστημα της παραμονής του διεξήχθησαν εις πνεύμα αμοιβαίας κατανοήσεως. Τα ιδιαίτερα συμφέροντα της Κύπρου θα εξετασθούν περαιτέρω.: [254, 1491, 613, 1568]
- subheadline: ΑΡΑΒΙΚΗ ΕΠΙΤΡΟΠΗ: [1059, 766, 1167, 779]
- article-text: ΙΕΡΟΥΣΑΛΗΜ, 14. (Ισρ. Υπηρ.).—Η ισραηλινή κυβέρνησις ενέκρινε την ίδρυσιν νέου βιομηχανικού συγκροτήματος εις την περιοχήν της Ιερουσαλήμ.: [622, 1276, 827, 1320]
- article-text: ΜΟΣΧΑ, 14. (Ρώυτερ).—Η σοβιετική εφημερίς «Πράβδα» επικρίνει την συμφωνίαν μεταξύ Ισπανίας και Ηνωμένων Πολιτειών διά την διατήρησιν των αμερικανικών βάσεων εις την ισπανικήν επικράτειαν, χαρακτηρίζουσα αυτήν ως απειλήν διά την ειρήνην εις την Μεσόγειον.: [1399, 204, 1564, 304]
- article-text: ΗΝΩΜΕΝΑ ΕΘΝΗ, 14. (Ρώυτερ).—Ο γενικός γραμματεύς των Ηνωμένων Εθνών κ. Θαντ επρότεινεν σήμερον επισήμως την σύγκλησιν παγκοσμίου διασκέψεως κορυφής επί του Μεσανατολικού. Η πρότασις υπεβλήθη εις τας τέσσαρας μεγάλας δυνάμεις. Ο κ. Θαντ εδήλωσεν ότι η κατάστασις είναι εξαιρετικώς σοβαρά και ότι απαιτείται άμεσος δράσις. Αι νέαι συγκρούσεις εις την Ιορδανίαν και τα αιματηρά επεισόδια εις την Γάζαν επιβεβαιώνουν την ανάγκην ταχείας ενεργείας.: [836, 364, 1391, 418]
- article-text: ΗΝΩΜΕΝΑ ΕΘΝΗ, 14. (Ηνωμ. Τύπ.).—Η γενική συνέλευσις του Οργανισμού Ηνωμένων Εθνών θα εξετάση κατά την 25ην ετησίαν σύνοδον αυτής 108 θέματα. Η σύνοδος αρχίζει την 15ην Σεπτεμβρίου και θα συμπέση με την επέτειον των 25 ετών από της ιδρύσεως του Οργανισμού. Μεταξύ των θεμάτων περιλαμβάνονται το Μεσανατολικόν, ο αφοπλισμός, η ειρηνική χρήσις του διαστήματος, αι επιπτώσεις της ρυπάνσεως του περιβάλλοντος και η εισδοχή νέων μελών. Ο γενικός γραμματεύς κ. Ου Θαντ θα υποβάλη έκθεσιν επί του έργου του Οργανισμού. Μεταξύ άλλων η συνέλευσις θα ασχοληθή με το θέμα της αεροπειρατείας και της ασφαλείας των πτήσεων.: [254, 661, 613, 771]
- lead-headline: ΠΑΓΚΟΣΜΙΟΝ ΔΙΑΣΚΕΨΙΝ ΚΟΡΥΦΗΣ: [871, 6, 1355, 89]
- subheadline: ΤΑ ΘΑΛΑΣΣΙΑ ΜΕΣΑ: [1060, 1381, 1166, 1394]
- article-text: ΒΡΥΞΕΛΛΑΙ, 14. (Υπηρ.) Ο καθηγητής του Πανεπιστημίου εδολοφονήθη χθες υπό εξτρεμιστών. Ο καθηγητής κατείχε την έδραν της νομικής επιστήμης και ήτο γνωστός διά τας μετριοπαθείς αντιλήψεις του. Αι αρχαί ερευνούν το θέμα.: [4, 432, 245, 488]
- divider: [4, 949, 245, 951]
- headline: ΦΟΙΤΗΤΡΙΑ ΕΚ ΤΕΞΑΣ ΑΝΕΔΕΙΧΘΗ «ΜΙΣ ΑΜΕΡΙΚΗ 1971»: [633, 623, 816, 678]
- article-text: ΣΥΝΕΧΕΙΑ ΕΚ ΤΗΣ ΣΕΛ. Εκπρόσωπος του υπουργείου Άμύνης του Ισραήλ ανεκοίνωσεν ότι εις τας ισραηλινάς φυλακάς κρατούνται 3.800 Άραβες και Παλαιστίνιοι αντάρται. Η ανακοίνωσις προκάλεσεν αντιδράσεις εις τας αραβικάς πρωτευούσας, αι οποίαι ζητούν την απελευθέρωσιν των κρατουμένων ως μέρος οιασδήποτε συμφωνίας. Ο Ερυθρός Σταυρός ζητεί να επισκεφθή τους κρατουμένους.: [836, 1396, 1391, 1440]
- article-text: ΑΤΛΑΝΤΙΚ ΣΙΤΥ, Νέα Ιερσέη 14. (Ηνωμ. Τύπος).—Η 22ετής φοιτήτρια εκ του Τέξας ανεδείχθη «Μις Αμερική 1971» μεταξύ 50 υποψηφίων, κατά τον τελικόν διαγωνισμόν.: [622, 681, 827, 725]
- headline: ΑΛΛΑ 17 ΚΡΟΥΣΜΑΤΑ ΧΟΛΕΡΑΣ ΕΠΕΒΕΒΑΙΩΘΗΣΑΝ ΕΙΣ ΤΟ ΙΣΡΑΗΛ: [627, 3, 822, 76]
- headline: ΟΙ ΚΕΡΔΙΖΟΝΤΕΣ ΑΡΙΘΜΟΙ ΤΟΥ ΛΑΪΚΟΥ ΛΑΧΕΙΟΥ: [269, 1581, 599, 1619]
- lead-headline: ΕΙΣ ΤΟΥΣ ΔΕΚΑ ΟΡΟΥΣ ΤΩΝ: [867, 1011, 1359, 1051]
- divider: [622, 410, 827, 412]
- column-2: [250, 0, 617, 2358]
- headline: ΑΠΕΡΓΙΑ ΕΡΓΑΤΩΝ ΤΗΣ «ΓΕΝΕΡΑΛ ΜΟΤΟΡΣ» ΕΙΣ ΤΗΝ ΚΑΝΑΔΑΝ: [626, 1381, 823, 1436]
- divider: [1399, 994, 1564, 996]
- divider: [836, 645, 1391, 647]
- divider: [1399, 1085, 1564, 1087]
- article-text: ΗΝΩΜΕΝΑ ΕΘΝΗ, 14. (Ρώυτερ).—Ο γενικός γραμματεύς του ΟΗΕ κ. Ου Θαντ κατεδίκασε τας απαγωγάς αεροσκαφών και τας βασάνους ομήρων, υπογραμμίσας την ανάγκην διεθνούς συνεργασίας.: [622, 902, 827, 957]
- headline: Η ΡΩΣΙΑ ΨΕΓΕΙ ΤΗΝ ΣΥΜΦΩΝΙΑΝ ΙΣΠΑΝΙΑΣ ΚΑΙ ΗΝ. ΠΟΛΙΤΕΙΩΝ: [1407, 3, 1556, 76]
- article-text: Οι απαρηγόρητοι: η σύζυγος, τα τέκνα, οι εγγονοί και λοιποί συγγενείς.: [622, 1732, 827, 1753]
- article-text: ΑΘΗΝΑΙ, 12. — Ο ξένος τύπος διαθέτει ευρείας στήλας διά την Διεθνή Έκθεσιν Θεσσαλονίκης, η οποία θεωρείται ως η σπουδαιοτέρα οικονομική εκδήλωσις της Νοτιοανατολικής Ευρώπης. Αι εφημερίδες εξαίρουν την συμμετοχήν πολλών ξένων χωρών και την αυξανομένην σημασίαν της Εκθέσεως.: [4, 784, 245, 861]
- divider: [1399, 453, 1564, 455]
- divider: [622, 779, 827, 781]
- lead-headline: ΠΡΟΕΤΕΙΝΕΝ ΕΠΙΣΗΜΩΣ Ο ΟΥ ΘΑΝΤ: [859, 138, 1367, 222]
- subheadline: ΕΠΙΣΚΕΨΙΣ ΕΛΕΥΘΕΡΟΥ: [1050, 906, 1177, 918]
- headline: ΝΕΟΝ ΕΓΚΛΗΜΑ ΤΟΥ ΑΠΟΚΡΥΦΙΣΜΟΥ ΕΙΣ ΤΟ ΡΙΟΝ ΙΑΝΕΪΡΟΝ: [1407, 1091, 1556, 1137]
- divider: [4, 292, 245, 294]
- article-text: ΟΥΑΣΙΓΚΤΩΝ, 14. (Ηνωμ. Τύπος).—Ο υπουργός Εξωτερικών κ. Ρότζερς ενώπιον της επιτροπής Εξωτερικών Υποθέσεων της Γερουσίας υπεστήριξεν εκ νέου την ανάγκην της παροχής εξωτερικής βοηθείας εις τας αναπτυσσομένας χώρας. Είπεν ότι η βοήθεια αποτελεί σημαντικόν όργανον της εξωτερικής πολιτικής των Ηνωμένων Πολιτειών και ότι η περικοπή των σχετικών κονδυλίων θα έβλαπτε τα αμερικανικά συμφέροντα εις την Ασίαν, την Αφρικήν και την Λατινικήν Αμερικήν.: [254, 1037, 613, 1114]
- subheadline: ΑΡΑΒΙΚΗ ΠΙΕΣΙΣ: [1070, 568, 1156, 581]
- article-text: ΓΟΥΙΝΤΣΟΡ, Οντάριο, 14. (Ρώυτερ).—Περίπου 700 εργάται των εργοστασίων της «Τζένεραλ Μότορς» εις την Καναδάν ευρίσκονται εις απεργίαν.: [622, 1486, 827, 1530]
- article-text: ΙΕΡΟΥΣΑΛΗΜ, 14. (Αθηνών Πρακτορείον).—Τα επιβεβαιωμένα κρούσματα χολέρας ανήλθον εις 119. Αι αρχαί έλαβον έκτακτα μέτρα διά την προστασίαν του πληθυσμού και διά τον εμβολιασμόν.: [622, 164, 827, 219]
- article-text: ΣΙΟΥΧΟΥΡΗ, 14.—Η αστυνομία εξετάζει τας συνθήκας του θανάτου και δεν αποκλείει το ενδεχόμενον ατυχήματος.: [1399, 1391, 1564, 1435]
- divider: [622, 225, 827, 227]
- lead-subtitle: Νέαι συγκρούσεις εις Ιορδανίαν: [874, 224, 1352, 255]
- article-text: ΜΟΣΧΑ, 14. (Ηνωμ. Τύπος).—Το σοβιετικόν διαστημόπλοιον «Λούνα 16» συνεχίζει κανονικώς το ταξίδιον του προς την Σελήνην. Όλα τα συστήματα λειτουργούν κανονικώς.: [1399, 379, 1564, 446]
- headline: Η ΣΥΜΦΩΝΙΑ ΤΗΣ ΜΟΣΧΑΣ ΙΚΑΝΟΠΟΙΕΙ ΤΗΝ ΑΝ. ΓΕΡΜΑΝΙΑΝ: [1407, 753, 1556, 799]
- subheadline: Η ΙΔΙΩΤΙΚΗ ΣΥΝΟΜΙΛΙΑ: [372, 1381, 495, 1394]
- lead-title: Ανεπαρκής ή επιτήρησις: [320, 3, 547, 73]
- notice-title: Πένθος: [696, 1711, 754, 1728]
- article-text: ΒΡΥΞΕΛΛΑΙ, 14. (Υπηρ.) Ο καθηγητής του Πανεπιστημίου εδολοφονήθη χθες υπό εξτρεμιστών. Ο καθηγητής κατείχε την έδραν της νομικής επιστήμης και ήτο γνωστός διά τας μετριοπαθείς αντιλήψεις του. Αι αρχαί ερευνούν το θέμα.: [4, 491, 245, 546]
- headline: Ο ΡΟΤΖΕΡΣ ΥΠΟΓΡΑΜΜΙΖΕΙ ΕΚ ΝΕΟΥ ΤΗΝ ΑΝΑΓΚΗΝ ΤΗΣ ΠΑΡΟΧΗΣ ΑΜΕΡΙΚΑΝΙΚΗΣ ΕΞΩΤΕΡΙΚΗΣ ΒΟΗΘΕΙΑΣ: [257, 898, 611, 954]
- article-text: ΣΥΝΕΧΕΙΑ ΕΚ ΤΗΣ ΣΕΛ. Εκπρόσωπος του υπουργείου Άμύνης του Ισραήλ ανεκοίνωσεν ότι εις τας ισραηλινάς φυλακάς κρατούνται 3.800 Άραβες και Παλαιστίνιοι αντάρται. Η ανακοίνωσις προκάλεσεν αντιδράσεις εις τας αραβικάς πρωτευούσας, αι οποίαι ζητούν την απελευθέρωσιν των κρατουμένων ως μέρος οιασδήποτε συμφωνίας. Ο Ερυθρός Σταυρός ζητεί να επισκεφθή τους κρατουμένους.: [836, 1535, 1391, 1579]
- headline: ΒΑΝΔΑΛΟΙ ΚΑΤΕΣΤΡΕΨΑΝ ΕΠΙΣΤΗΜΟΝΙΚΑ ΕΡΓΑΣΤΗΡΙΑ ΤΟΥ ΑΛΜΠΕΡΤ ΓΚΥΟΡΓΚΥ: [1406, 1197, 1557, 1272]
- headline: ΝΕΟΝ ΒΙΟΜΗΧΑΝΙΚΟΝ ΣΥΓΚΡΟΤΗΜΑ ΕΙΣ ΤΗΝ ΙΕΡΟΥΣΑΛΗΜ: [629, 1218, 820, 1274]
- headline: Η ΑΙΓΥΠΤΟΣ ΚΑΤΗΓΟΡΕΙ ΤΑΣ ΗΝΩΜ. ΠΟΛΙΤΕΙΑΣ: [892, 652, 1335, 707]
- divider: [622, 1537, 827, 1539]
- lead-title: των ρωσσικών πολεμικών: [302, 146, 565, 217]
- subheadline: ΟΙ ΑΡΑΒΕΣ: [1084, 1319, 1143, 1332]
- headline: ΑΠΗΛΛΑΓΗΣΑΝ 19 ΑΦΡΙΚΑΝΟΙ ΕΘΝΙΚΙΣΤΑΙ: [1399, 1001, 1564, 1032]
- divider: [254, 1236, 613, 1238]
- headline: ΠΡΙΣΘΗΣΑΝ ΤΑ ΘΕΜΑΤΑ ΤΗΣ ΗΜΕΡΗΣΙΑΣ ΔΙΑΤΑΞΕΩΣ ΤΗΣ 25ΗΣ ΕΤΗΣΙΑΣ ΣΥΝΟΔΟΥ ΤΩΝ ΗΝΩΜΕΝΩΝ ΕΘΝΩΝ: [261, 473, 607, 529]
- article-text: ΗΝΩΜΕΝΑ ΕΘΝΗ, 14. (Ρώυτερ).—Ο γενικός γραμματεύς των Ηνωμένων Εθνών κ. Θαντ επρότεινεν σήμερον επισήμως την σύγκλησιν παγκοσμίου διασκέψεως κορυφής επί του Μεσανατολικού. Η πρότασις υπεβλήθη εις τας τέσσαρας μεγάλας δυνάμεις. Ο κ. Θαντ εδήλωσεν ότι η κατάστασις είναι εξαιρετικώς σοβαρά και ότι απαιτείται άμεσος δράσις. Αι νέαι συγκρούσεις εις την Ιορδανίαν και τα αιματηρά επεισόδια εις την Γάζαν επιβεβαιώνουν την ανάγκην ταχείας ενεργείας.: [836, 583, 1391, 638]
- article-text: ΓΕΝΕΥΗ, 14. (Ηνωμ. Τύπος).—Το ύψος των παγκοσμίων εμπορικών συναλλαγών έφθασε το 1969 εις 273 δισεκατ. δολλάρια.: [1399, 943, 1564, 987]
- subheadline: ΣΥΝΕΣΤΑΣΙΣ ΟΠΑΔΩΝ ΤΟΥ ΙΕΧΩΒΑ ΕΙΣ ΑΙΤΟΥΧΡΟΝ: [978, 1597, 1249, 1609]
